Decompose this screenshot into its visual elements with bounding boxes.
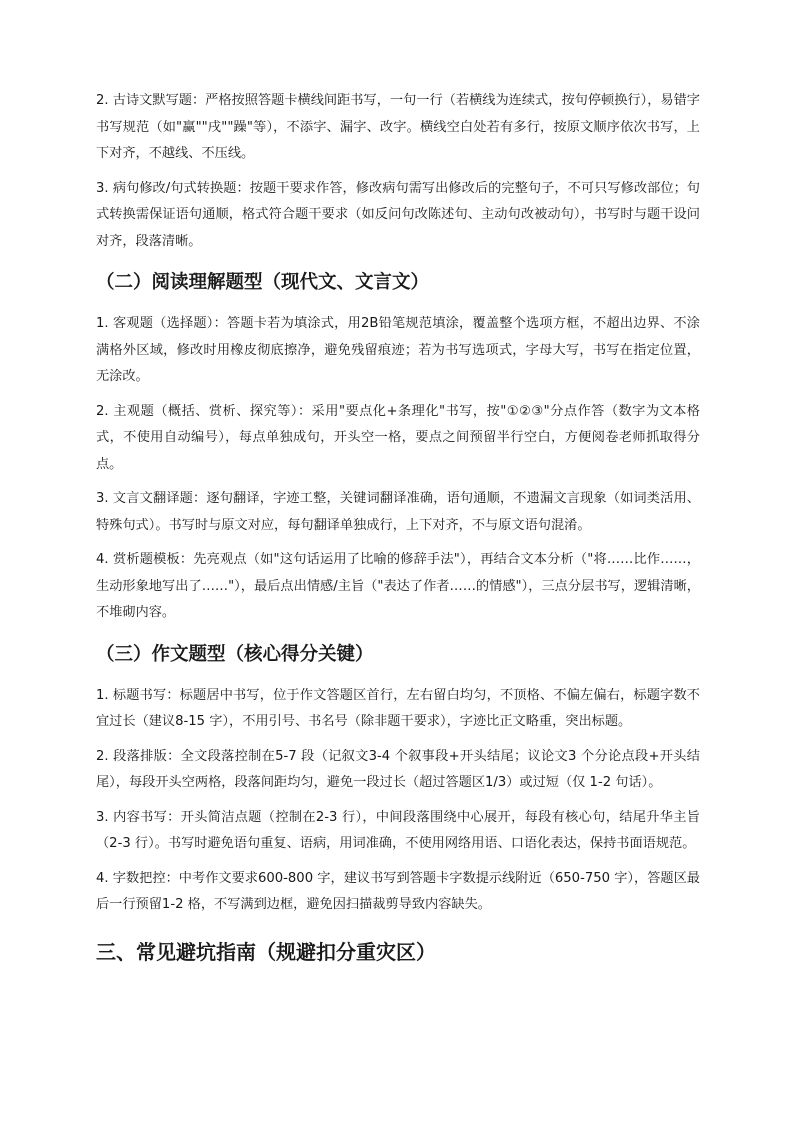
- paragraph-classical-translation: 3. 文言文翻译题：逐句翻译，字迹工整，关键词翻译准确，语句通顺，不遗漏文言现象（如词类活用、特殊句式）。书写时与原文对应，每句翻译单独成行，上下对齐，不与原文语句混淆。: [96, 491, 700, 533]
- paragraph-word-count: 4. 字数把控：中考作文要求600-800 字，建议书写到答题卡字数提示线附近（650-750 字），答题区最后一行预留1-2 格，不写满到边框，避免因扫描裁剪导致内容缺失。: [96, 870, 700, 912]
- paragraph-appreciation-template: 4. 赏析题模板：先亮观点（如"这句话运用了比喻的修辞手法"），再结合文本分析（"将……比作……，生动形象地写出了……"），最后点出情感/主旨（"表达了作者……的情感"），三点分层书写，逻辑清晰，不堆砌内容。: [96, 552, 700, 620]
- paragraph-subjective-questions: 2. 主观题（概括、赏析、探究等）：采用"要点化+条理化"书写，按"①②③"分点作答（数字为文本格式，不使用自动编号），每点单独成句，开头空一格，要点之间预留半行空白，方便阅卷老师抓取得分点。: [96, 403, 700, 472]
- paragraph-content-writing: 3. 内容书写：开头简洁点题（控制在2-3 行），中间段落围绕中心展开，每段有核心句，结尾升华主旨（2-3 行）。书写时避免语句重复、语病，用词准确，不使用网络用语、口语化表达，保持书面语规范。: [96, 809, 700, 851]
- heading-composition: （三）作文题型（核心得分关键）: [96, 643, 374, 665]
- paragraph-title-writing: 1. 标题书写：标题居中书写，位于作文答题区首行，左右留白均匀，不顶格、不偏左偏右，标题字数不宜过长（建议8-15 字），不用引号、书名号（除非题干要求），字迹比正文略重，突出标题。: [96, 687, 700, 729]
- paragraph-objective-questions: 1. 客观题（选择题）：答题卡若为填涂式，用2B铅笔规范填涂，覆盖整个选项方框，不超出边界、不涂满格外区域，修改时用橡皮彻底擦净，避免残留痕迹；若为书写选项式，字母大写，书写在指定位置，无涂改。: [96, 316, 700, 384]
- heading-reading-comprehension: （二）阅读理解题型（现代文、文言文）: [96, 272, 430, 293]
- paragraph-paragraph-layout: 2. 段落排版：全文段落控制在5-7 段（记叙文3-4 个叙事段+开头结尾；议论文3 个分论点段+开头结尾），每段开头空两格，段落间距均匀，避免一段过长（超过答题区1/3）或过短（仅 1-2 句话）。: [96, 748, 700, 790]
- document-page: [96, 88, 700, 967]
- heading-pitfall-guide: 三、常见避坑指南（规避扣分重灾区）: [96, 939, 436, 964]
- paragraph-ancient-poem-dictation: 2. 古诗文默写题：严格按照答题卡横线间距书写，一句一行（若横线为连续式，按句停顿换行），易错字书写规范（如"赢""戌""躁"等），不添字、漏字、改字。横线空白处若有多行，按原文顺序依次书写，上下对齐，不越线、不压线。: [96, 93, 700, 161]
- paragraph-sentence-revision: 3. 病句修改/句式转换题：按题干要求作答，修改病句需写出修改后的完整句子，不可只写修改部位；句式转换需保证语句通顺，格式符合题干要求（如反问句改陈述句、主动句改被动句），书写时与题干设问对齐，段落清晰。: [96, 180, 700, 249]
